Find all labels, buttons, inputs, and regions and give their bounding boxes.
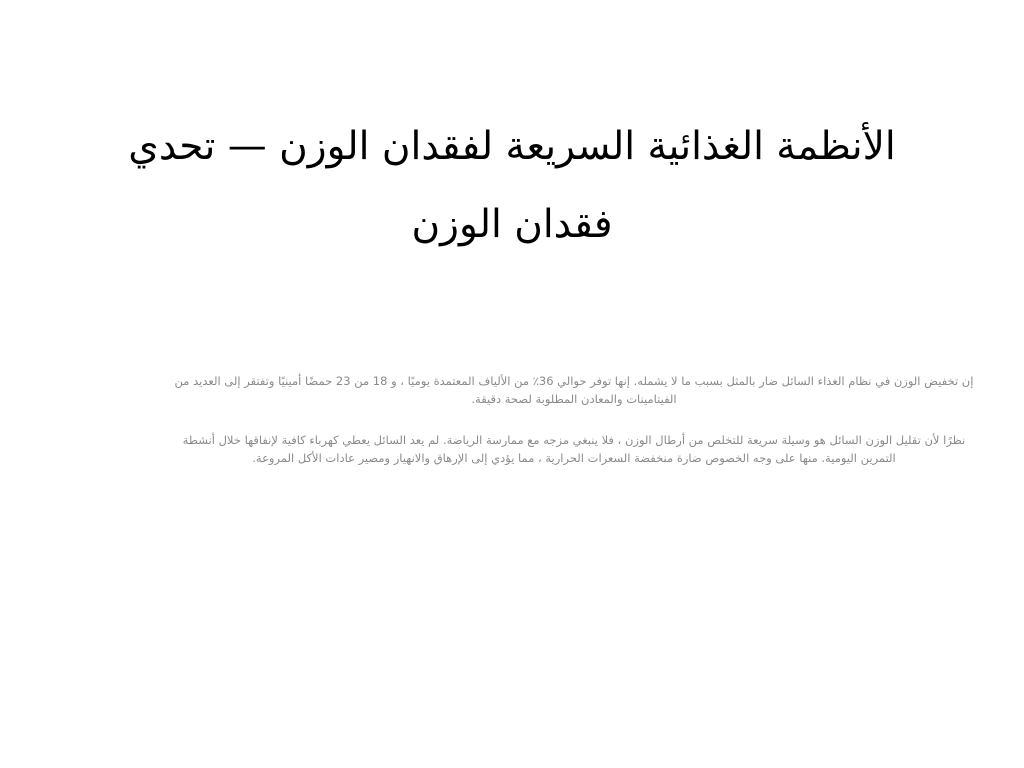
body-paragraph-1: إن تخفيض الوزن في نظام الغذاء السائل ضار بالمثل بسبب ما لا يشمله. إنها توفر حوالي 36٪ من الألياف المعتمدة يوميًا ، و 18 من 23 حمضًا أمينيًا وتفتقر إلى العديد من الفيتامينات والمعادن المطلوبة لصحة دقيقة.: [174, 374, 974, 406]
body-paragraph-2: نظرًا لأن تقليل الوزن السائل هو وسيلة سريعة للتخلص من أرطال الوزن ، فلا ينبغي مزجه مع ممارسة الرياضة. لم يعد السائل يعطي كهرباء كافية لإنفاقها خلال أنشطة التمرين اليومية. منها على وجه الخصوص ضارة منخفضة السعرات الحرارية ، مما يؤدي إلى الإرهاق والانهيار ومصير عادات الأكل المروعة.: [182, 433, 966, 465]
slide-body: [170, 372, 978, 490]
slide-title: الأنظمة الغذائية السريعة لفقدان الوزن — تحدي فقدان الوزن: [128, 124, 896, 247]
